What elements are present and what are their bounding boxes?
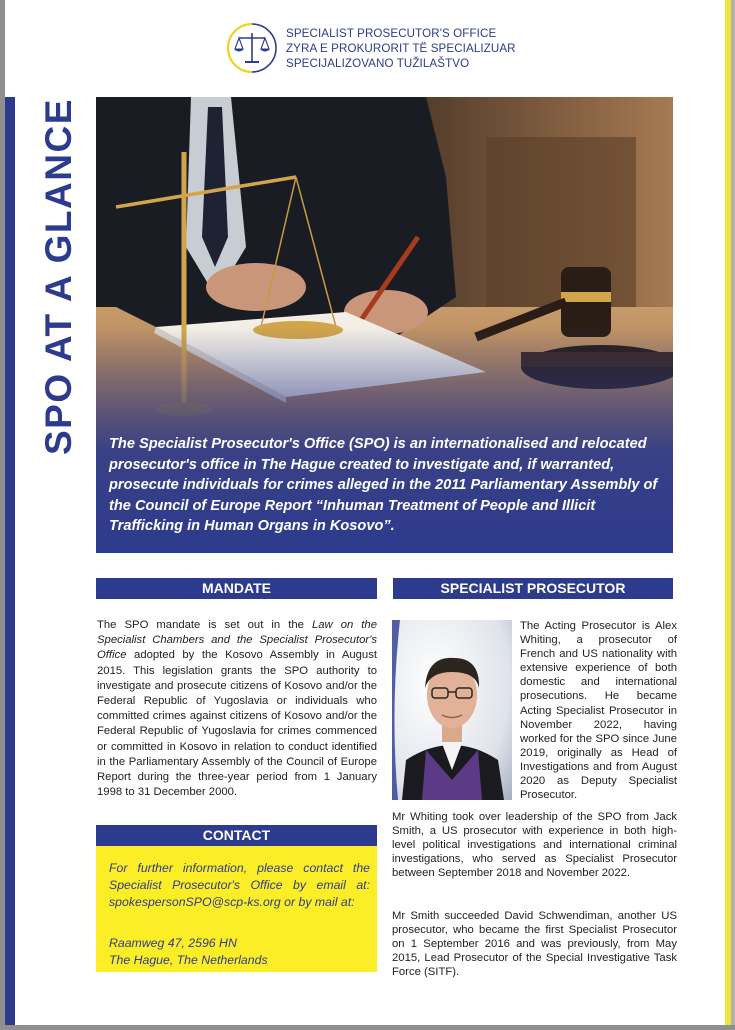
portrait-of-specialist-prosecutor [392,620,512,800]
hero-caption: The Specialist Prosecutor's Office (SPO) is an internationalised and relocated prosecutor's office in The Hague created to investigate and, if warranted, prosecute individuals for crimes alleged in the 2011 Parliamentary Assembly of the Council of Europe Report “Inhuman Treatment of People and Illicit Trafficking in Human Organs in Kosovo”. [109,436,658,534]
right-accent-stripe [725,0,731,1025]
prosecutor-portrait [392,620,512,800]
mandate-text [97,618,377,800]
prosecutor-intro: The Acting Prosecutor is Alex Whiting, a prosecutor of French and US nationality with extensive experience of both domestic and international prosecutions. He became Acting Specialist Prosecutor in November 2022, having worked for the SPO since June 2019, originally as Head of Investigations and from August 2020 as Deputy Specialist Prosecutor. [520,620,677,802]
specialist-prosecutor-heading: SPECIALIST PROSECUTOR [393,578,673,599]
contact-info-text: For further information, please contact the Specialist Prosecutor's Office by email at: [109,861,370,892]
mandate-text-end: adopted by the Kosovo Assembly in August 2015. This legislation grants the SPO authority to investigate and prosecute citizens of Kosovo and/or the Federal Republic of Yugoslavia or individuals who committed crimes against citizens of Kosovo and/or the Federal Republic of Yugoslavia for crimes commenced or committed in Kosovo in relation to conduct identified in the Parliamentary Assembly of the Council of Europe Report during the three-year period from 1 January 1998 to 31 December 2000. [97,649,377,799]
hero-image [96,97,673,553]
org-name-english: SPECIALIST PROSECUTOR'S OFFICE [286,26,497,40]
prosecutor-paragraph-3: Mr Smith succeeded David Schwendiman, another US prosecutor, who became the first Specialist Prosecutor on 1 September 2016 and was previously, from May 2015, Lead Prosecutor of the Special Investigative Task Force (SITF). [392,910,677,979]
contact-box [96,846,377,972]
mandate-text-start: The SPO mandate is set out in the [97,619,312,631]
org-name-albanian: ZYRA E PROKURORIT TË SPECIALIZUAR [286,41,516,55]
address-line-2: The Hague, The Netherlands [109,953,268,967]
page-border-bottom [0,1025,735,1030]
page-header [226,22,516,74]
contact-email-link[interactable]: spokespersonSPO@scp-ks.org [109,895,281,909]
vertical-page-title: SPO AT A GLANCE [38,98,79,455]
contact-heading: CONTACT [96,825,377,846]
contact-address [109,935,268,969]
contact-info-tail: or by mail at: [280,895,355,909]
page-border-right [731,0,735,1030]
scales-of-justice-icon [226,22,278,74]
address-line-1: Raamweg 47, 2596 HN [109,936,237,950]
mandate-law-title: Law on the Specialist Chambers and the Specialist Prosecutor's Office [97,619,377,662]
prosecutor-paragraph-2: Mr Whiting took over leadership of the SPO from Jack Smith, a US prosecutor with experience in both high-level political investigations and international criminal investigations, who served as Specialist Prosecutor between September 2018 and November 2022. [392,811,677,880]
organization-names [286,26,516,71]
mandate-heading: MANDATE [96,578,377,599]
org-name-serbian: SPECIJALIZOVANO TUŽILAŠTVO [286,56,470,70]
left-accent-stripe [5,97,15,1025]
contact-info [109,860,370,911]
